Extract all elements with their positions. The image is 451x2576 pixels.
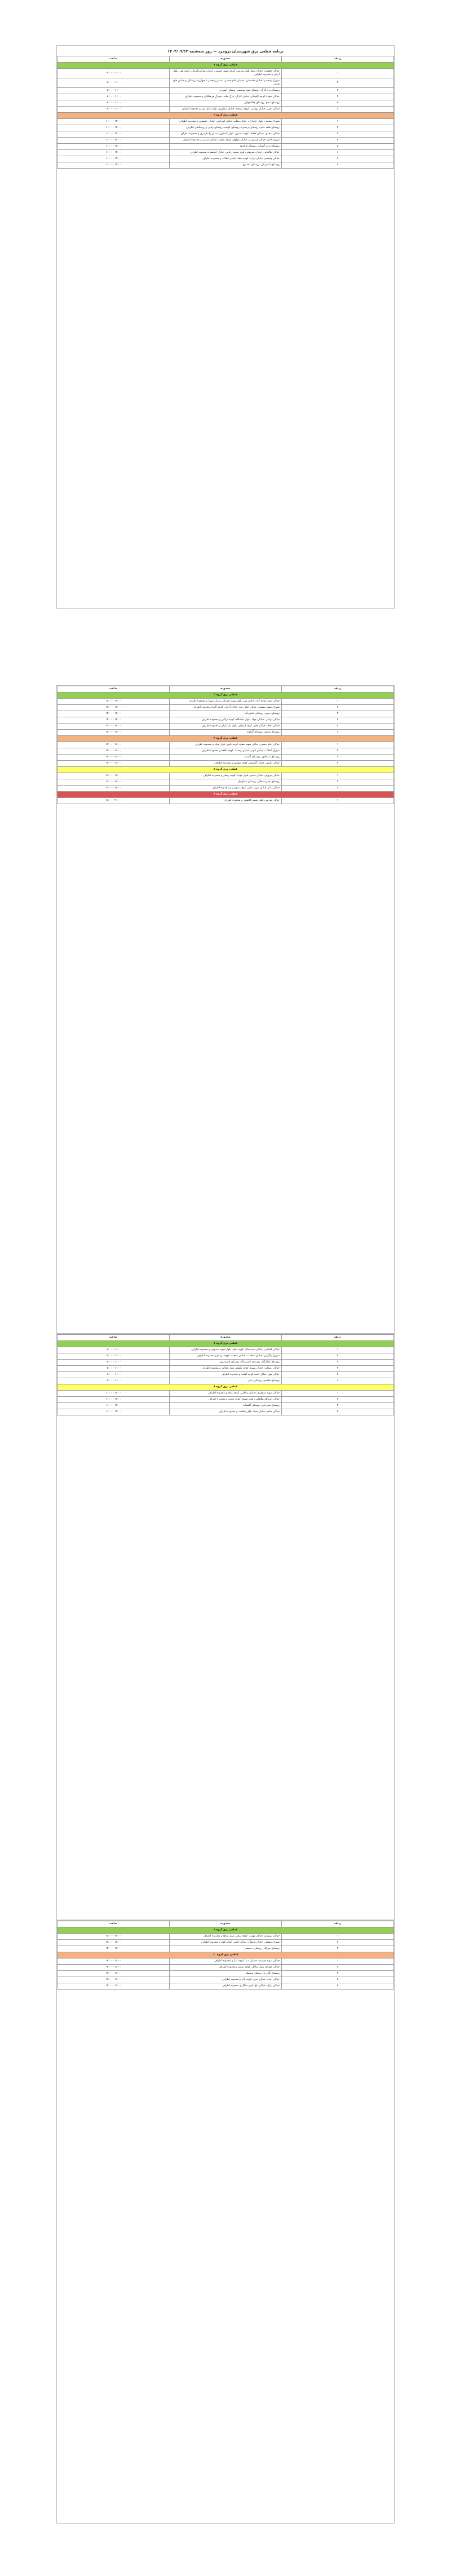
row-time: ۱۲:۰۰ - ۱۴:۰۰ [58, 1934, 170, 1940]
row-number: ۴ [282, 1977, 394, 1983]
row-number: ۲ [282, 748, 394, 755]
table-header-row [58, 686, 394, 692]
table-row [58, 717, 394, 724]
row-number: ۳ [282, 755, 394, 761]
row-area: خیابان مدرس، بلوار شهید کلاهدوز و محدوده اطراف [170, 798, 282, 804]
row-number: ۱ [282, 1347, 394, 1353]
row-time: ۱۴:۰۰ - ۱۶:۰۰ [58, 1971, 170, 1977]
row-number: ۲ [282, 125, 394, 131]
row-time: ۰۸:۰۰ - ۱۰:۰۰ [58, 88, 170, 94]
section-title: قطعی برق گروه ۷ [58, 1341, 394, 1347]
column-header-time: ساعت [58, 1335, 170, 1341]
row-area: خیابان شهید فهمیده، خیابان صبا، کوچه مینا و محدوده اطراف [170, 1959, 282, 1965]
row-time: ۱۰:۰۰ - ۱۲:۰۰ [58, 150, 170, 156]
row-time: ۰۸:۰۰ - ۱۰:۰۰ [58, 1347, 170, 1353]
row-number: ۴ [282, 1409, 394, 1415]
row-time: ۱۲:۰۰ - ۱۴:۰۰ [58, 717, 170, 724]
table-row [58, 1940, 394, 1946]
table-row [58, 773, 394, 779]
page-title: برنامه قطعی برق شهرستان بروجرد — روز سه‌شنبه ۱۴۰۳/۰۹/۱۳ [167, 49, 284, 54]
row-area: روستای دره گرگ، روستای شیخ یوسف، روستای آبسردی [170, 88, 282, 94]
row-time: ۱۲:۰۰ - ۱۴:۰۰ [58, 730, 170, 736]
row-area: خیابان شهید منتظری، خیابان ساحلی، کوچه میلاد و محدوده اطراف [170, 1391, 282, 1397]
schedule-table [57, 686, 394, 804]
row-area: شهرک امام، خیابان فردوسی، خیابان مولوی، کوچه بنفشه، خیابان مصلی و محدوده اطراف [170, 138, 282, 144]
section-header [58, 113, 394, 119]
row-time: ۱۴:۰۰ - ۱۶:۰۰ [58, 761, 170, 767]
row-time: ۰۸:۰۰ - ۱۰:۰۰ [58, 1366, 170, 1372]
table-row [58, 1965, 394, 1971]
table-row [58, 711, 394, 717]
row-time: ۱۰:۰۰ - ۱۲:۰۰ [58, 138, 170, 144]
row-time: ۱۰:۰۰ - ۱۲:۰۰ [58, 1409, 170, 1415]
row-area: روستای چمن‌سلطان، روستای ده‌کوچک [170, 779, 282, 786]
row-number: ۴ [282, 1366, 394, 1372]
table-row [58, 1366, 394, 1372]
row-area: روستای ده‌پیر، روستای قاضی‌آباد [170, 711, 282, 717]
row-area: خیابان سعدی، خیابان حافظ، کوچه نسترن، بلوار کشاورز، میدان ژاندارمری و محدوده اطراف [170, 131, 282, 138]
row-time: ۰۸:۰۰ - ۱۰:۰۰ [58, 1372, 170, 1378]
row-time: ۱۲:۰۰ - ۱۴:۰۰ [58, 724, 170, 730]
row-area: خیابان بوعلی، خیابان جهاد، بلوار دانشگاه، کوچه نرگس و محدوده اطراف [170, 717, 282, 724]
row-area: خیابان جعفری، خیابان صفا، بلوار مدرس، کوچه شهید حسینی، خیابان صاحب‌الزمان، کوچه بهار، بلوار آزادی و محدوده اطراف [170, 69, 282, 78]
row-time: ۰۸:۰۰ - ۱۰:۰۰ [58, 94, 170, 100]
row-area: روستای سیلاخور، روستای آبشینه [170, 755, 282, 761]
table-row [58, 1391, 394, 1397]
row-area: روستای کمال‌آباد، روستای حسین‌آباد، روستای چشمه‌پهن [170, 1360, 282, 1366]
section-header [58, 767, 394, 773]
table-row [58, 786, 394, 792]
section-title: قطعی برق گروه ۴ [58, 736, 394, 742]
row-time: ۱۴:۰۰ - ۱۶:۰۰ [58, 1959, 170, 1965]
column-header-num: ردیف [282, 686, 394, 692]
table-row [58, 1353, 394, 1360]
row-time: ۱۶:۰۰ - ۱۸:۰۰ [58, 779, 170, 786]
row-number: ۲ [282, 779, 394, 786]
row-number: ۱ [282, 119, 394, 125]
table-row [58, 94, 394, 100]
row-area: خیابان تختی، خیابان بهشتی، کوچه مسجد، خیابان مطهری، بلوار امام علی و محدوده اطراف [170, 107, 282, 113]
section-header [58, 692, 394, 699]
row-area: خیابان مهر، خیابان امید، کوچه آفتاب و محدوده اطراف [170, 1372, 282, 1378]
row-time: ۱۶:۰۰ - ۱۸:۰۰ [58, 786, 170, 792]
column-header-time: ساعت [58, 686, 170, 692]
row-number: ۲ [282, 1353, 394, 1360]
document-page-2 [56, 685, 395, 1334]
row-time: ۰۸:۰۰ - ۱۰:۰۰ [58, 1378, 170, 1384]
row-time: ۱۴:۰۰ - ۱۶:۰۰ [58, 755, 170, 761]
row-area: خیابان کاشانی، خیابان سیدجمال، کوچه بابک، بلوار شهید صدوقی و محدوده اطراف [170, 1347, 282, 1353]
row-area: روستای تپه‌نور، روستای گراوند [170, 730, 282, 736]
table-row [58, 78, 394, 88]
section-title: قطعی برق گروه ۸ [58, 1384, 394, 1391]
section-header [58, 1341, 394, 1347]
section-title: قطعی برق گروه ۱ [58, 63, 394, 69]
table-row [58, 1959, 394, 1965]
table-row [58, 1977, 394, 1983]
table-row [58, 69, 394, 78]
table-row [58, 119, 394, 125]
table-row [58, 699, 394, 705]
row-time: ۱۰:۰۰ - ۱۲:۰۰ [58, 1403, 170, 1409]
row-area: شهرک صنعتی، بلوار جانبازان، خیابان معلم، خیابان امیرکبیر، خیابان جمهوری و محدوده اطراف [170, 119, 282, 125]
section-header [58, 63, 394, 69]
table-row [58, 755, 394, 761]
table-row [58, 779, 394, 786]
table-row [58, 88, 394, 94]
table-row [58, 1397, 394, 1403]
row-area: خیابان نوروزی، خیابان مهدیه، کوچه سحر، بلوار شاهد و محدوده اطراف [170, 1934, 282, 1940]
section-title: قطعی برق گروه ۶ [58, 792, 394, 798]
column-header-desc: محدوده [170, 56, 282, 63]
row-number: ۱ [282, 699, 394, 705]
row-area: روستای قلعه حاتم، روستای بردسره، روستای گوشه، روستای ونایی و روستاهای اطراف [170, 125, 282, 131]
row-number: ۶ [282, 730, 394, 736]
row-area: خیابان آیت‌الله طالقانی، بلوار بسیج، کوچه زیتون و محدوده اطراف [170, 1397, 282, 1403]
column-header-time: ساعت [58, 56, 170, 63]
row-number: ۵ [282, 724, 394, 730]
row-number: ۸ [282, 162, 394, 169]
table-row [58, 748, 394, 755]
table-row [58, 162, 394, 169]
row-time: ۱۰:۰۰ - ۱۲:۰۰ [58, 1397, 170, 1403]
table-row [58, 1971, 394, 1977]
row-area: خیابان معراج، بلوار ساحل، کوچه شبنم و محدوده اطراف [170, 1965, 282, 1971]
section-title: قطعی برق گروه ۲ [58, 113, 394, 119]
schedule-table [57, 1921, 394, 1990]
row-number: ۱ [282, 773, 394, 779]
row-number: ۳ [282, 131, 394, 138]
row-time: ۰۸:۰۰ - ۱۰:۰۰ [58, 69, 170, 78]
row-area: خیابان ولیعصر، خیابان نواب، کوچه صفا، خیابان انقلاب و محدوده اطراف [170, 156, 282, 162]
row-time: ۱۰:۰۰ - ۱۲:۰۰ [58, 1391, 170, 1397]
document-page-4 [56, 1920, 395, 2524]
row-time: ۱۸:۰۰ - ۲۰:۰۰ [58, 798, 170, 804]
row-number: ۳ [282, 1971, 394, 1977]
row-time: ۱۲:۰۰ - ۱۴:۰۰ [58, 699, 170, 705]
table-row [58, 107, 394, 113]
row-area: شهرک زاگرس، خیابان سعادت، خیابان صنعت، کوچه پرستو و محدوده اطراف [170, 1353, 282, 1360]
table-row [58, 144, 394, 150]
column-header-desc: محدوده [170, 686, 282, 692]
document-page-1 [56, 45, 395, 609]
row-time: ۱۴:۰۰ - ۱۶:۰۰ [58, 1977, 170, 1983]
row-number: ۵ [282, 144, 394, 150]
row-time: ۱۴:۰۰ - ۱۶:۰۰ [58, 1983, 170, 1990]
row-area: روستای قلعه‌نو، روستای ده‌لر [170, 1378, 282, 1384]
section-header [58, 1384, 394, 1391]
table-row [58, 1347, 394, 1353]
row-number: ۳ [282, 1403, 394, 1409]
document-page-3 [56, 1334, 395, 1920]
row-area: خیابان امام حسین، خیابان شهید مفتح، کوچه یاس، بلوار سپاه و محدوده اطراف [170, 742, 282, 748]
row-number: ۴ [282, 94, 394, 100]
table-row [58, 1378, 394, 1384]
table-row [58, 1934, 394, 1940]
column-header-time: ساعت [58, 1921, 170, 1927]
row-time: ۰۸:۰۰ - ۱۰:۰۰ [58, 100, 170, 107]
row-number: ۱ [282, 1391, 394, 1397]
row-area: شهرک ولیعصر، خیابان فلسطین، خیابان امام خمینی، میدان ولیعصر تا چهارراه پزشکان و خیابان های فرعی [170, 78, 282, 88]
section-header [58, 1927, 394, 1934]
row-number: ۴ [282, 717, 394, 724]
table-row [58, 131, 394, 138]
row-time: ۱۰:۰۰ - ۱۲:۰۰ [58, 131, 170, 138]
row-area: خیابان رسالت، خیابان بسیج، کوچه نیلوفر، بلوار عدالت و محدوده اطراف [170, 1366, 282, 1372]
row-time: ۱۰:۰۰ - ۱۲:۰۰ [58, 125, 170, 131]
row-time: ۱۶:۰۰ - ۱۸:۰۰ [58, 773, 170, 779]
row-number: ۳ [282, 786, 394, 792]
row-area: خیابان صفا، کوچه لاله، خیابان بهار، بلوار شهید چمران، میدان شهدا و محدوده اطراف [170, 699, 282, 705]
table-row [58, 1403, 394, 1409]
row-number: ۱ [282, 1934, 394, 1940]
row-area: خیابان اتحاد، خیابان فجر، کوچه ارغوان، بلوار پاسداران و محدوده اطراف [170, 724, 282, 730]
row-area: شهرک شهید بهشتی، خیابان امام رضا، خیابان آزادی، کوچه گلها و محدوده اطراف [170, 705, 282, 711]
column-header-desc: محدوده [170, 1921, 282, 1927]
row-area: خیابان ایثار، خیابان شهید باهنر، کوچه سوسن و محدوده اطراف [170, 786, 282, 792]
row-time: ۰۸:۰۰ - ۱۰:۰۰ [58, 107, 170, 113]
row-number: ۶ [282, 150, 394, 156]
row-number: ۲ [282, 1965, 394, 1971]
row-number: ۱ [282, 742, 394, 748]
table-row [58, 1360, 394, 1366]
row-area: روستای گل‌زرد، روستای وسطه [170, 1971, 282, 1977]
column-header-num: ردیف [282, 1921, 394, 1927]
section-title: قطعی برق گروه ۱۰ [58, 1952, 394, 1959]
row-area: خیابان حکیم، خیابان شفا، بلوار سلامت و محدوده اطراف [170, 1409, 282, 1415]
row-number: ۳ [282, 1946, 394, 1952]
table-row [58, 156, 394, 162]
table-row [58, 761, 394, 767]
section-header [58, 736, 394, 742]
row-number: ۶ [282, 107, 394, 113]
row-time: ۱۰:۰۰ - ۱۲:۰۰ [58, 156, 170, 162]
row-number: ۴ [282, 138, 394, 144]
row-number: ۷ [282, 156, 394, 162]
row-area: روستای شیرخان، روستای گلستانه [170, 1403, 282, 1409]
row-number: ۱ [282, 798, 394, 804]
schedule-table [57, 1334, 394, 1415]
table-row [58, 730, 394, 736]
schedule-table [57, 56, 394, 169]
section-title: قطعی برق گروه ۵ [58, 767, 394, 773]
table-header-row [58, 56, 394, 63]
row-number: ۲ [282, 705, 394, 711]
row-number: ۲ [282, 1940, 394, 1946]
row-number: ۱ [282, 1959, 394, 1965]
table-row [58, 705, 394, 711]
row-number: ۵ [282, 1983, 394, 1990]
row-area: خیابان طالقانی، خیابان شریعتی، بلوار شهید رجایی، خیابان اندیشه و محدوده اطراف [170, 150, 282, 156]
row-area: روستای اشترینان، روستای ده‌سرخ [170, 162, 282, 169]
section-title: قطعی برق گروه ۹ [58, 1927, 394, 1934]
row-number: ۶ [282, 1378, 394, 1384]
row-number: ۱ [282, 69, 394, 78]
row-time: ۱۲:۰۰ - ۱۴:۰۰ [58, 705, 170, 711]
row-time: ۰۸:۰۰ - ۱۰:۰۰ [58, 1360, 170, 1366]
row-time: ۱۲:۰۰ - ۱۴:۰۰ [58, 1940, 170, 1946]
row-time: ۱۲:۰۰ - ۱۴:۰۰ [58, 711, 170, 717]
row-time: ۱۴:۰۰ - ۱۶:۰۰ [58, 1965, 170, 1971]
row-number: ۲ [282, 1397, 394, 1403]
table-row [58, 1946, 394, 1952]
table-row [58, 724, 394, 730]
table-row [58, 138, 394, 144]
table-row [58, 1983, 394, 1990]
row-area: روستای درب آستانه، روستای کرکرود [170, 144, 282, 150]
row-area: شهرک مسکن، خیابان فرهنگ، خیابان دانش، کوچه کوثر و محدوده اطراف [170, 1940, 282, 1946]
row-area: روستای میرآباد، روستای ده‌حسن [170, 1946, 282, 1952]
table-header-row [58, 1335, 394, 1341]
row-number: ۳ [282, 1360, 394, 1366]
section-header [58, 792, 394, 798]
row-number: ۲ [282, 78, 394, 88]
row-time: ۱۲:۰۰ - ۱۴:۰۰ [58, 1946, 170, 1952]
row-time: ۱۰:۰۰ - ۱۲:۰۰ [58, 162, 170, 169]
table-row [58, 150, 394, 156]
row-area: خیابان آینده، خیابان سرو، کوچه کاج و محدوده اطراف [170, 1977, 282, 1983]
table-row [58, 125, 394, 131]
section-title: قطعی برق گروه ۳ [58, 692, 394, 699]
row-number: ۳ [282, 88, 394, 94]
column-header-desc: محدوده [170, 1335, 282, 1341]
row-time: ۰۸:۰۰ - ۱۰:۰۰ [58, 78, 170, 88]
row-area: خیابان شهدا، کوچه گلستان، خیابان کارگر، پارک ملت، شهرک فرهنگیان و محدوده اطراف [170, 94, 282, 100]
row-number: ۵ [282, 100, 394, 107]
column-header-num: ردیف [282, 1335, 394, 1341]
table-row [58, 100, 394, 107]
table-row [58, 798, 394, 804]
section-header [58, 1952, 394, 1959]
table-header-row [58, 1921, 394, 1927]
table-row [58, 1409, 394, 1415]
row-time: ۰۸:۰۰ - ۱۰:۰۰ [58, 1353, 170, 1360]
table-row [58, 1372, 394, 1378]
row-area: خیابان نیایش، خیابان گلستان، کوچه شقایق و محدوده اطراف [170, 761, 282, 767]
row-area: روستای ده‌نو، روستای چالانچولان [170, 100, 282, 107]
row-area: خیابان پیروزی، خیابان قدس، بلوار نبوت، کوچه ریحان و محدوده اطراف [170, 773, 282, 779]
row-number: ۵ [282, 1372, 394, 1378]
row-number: ۴ [282, 761, 394, 767]
table-row [58, 742, 394, 748]
row-time: ۱۴:۰۰ - ۱۶:۰۰ [58, 742, 170, 748]
row-area: خیابان پارک، خیابان باغ، بلوار جنگل و محدوده اطراف [170, 1983, 282, 1990]
row-time: ۱۴:۰۰ - ۱۶:۰۰ [58, 748, 170, 755]
row-number: ۳ [282, 711, 394, 717]
row-time: ۱۰:۰۰ - ۱۲:۰۰ [58, 119, 170, 125]
column-header-num: ردیف [282, 56, 394, 63]
row-area: شهرک انقلاب، خیابان ابوذر، خیابان وحدت، کوچه اقاقیا و محدوده اطراف [170, 748, 282, 755]
row-time: ۱۰:۰۰ - ۱۲:۰۰ [58, 144, 170, 150]
